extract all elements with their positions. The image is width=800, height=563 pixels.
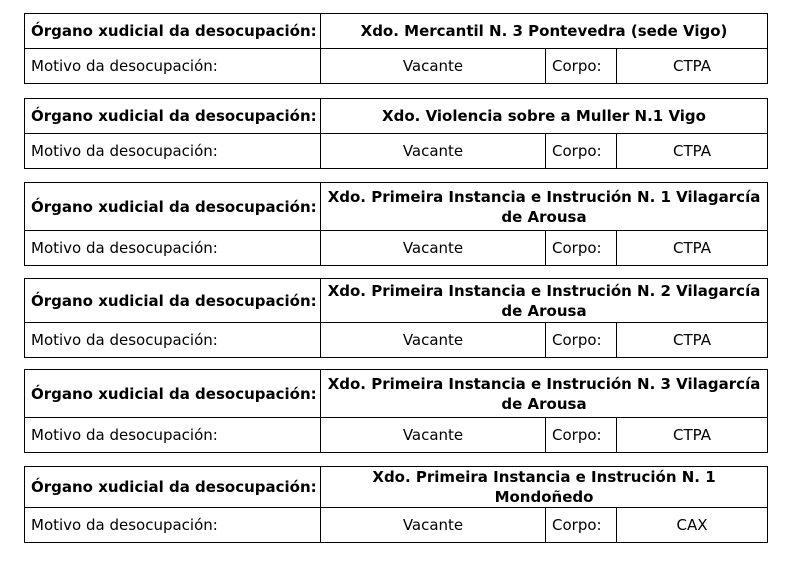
vacancy-table-4 xyxy=(24,278,768,358)
organ-value: Xdo. Mercantil N. 3 Pontevedra (sede Vigo) xyxy=(321,14,768,49)
motive-value: Vacante xyxy=(321,134,546,169)
organ-value: Xdo. Violencia sobre a Muller N.1 Vigo xyxy=(321,99,768,134)
corpo-label: Corpo: xyxy=(546,231,617,266)
organ-label: Órgano xudicial da desocupación: xyxy=(25,14,321,49)
vacancy-table-1 xyxy=(24,13,768,84)
motive-label: Motivo da desocupación: xyxy=(25,231,321,266)
corpo-label: Corpo: xyxy=(546,49,617,84)
motive-value: Vacante xyxy=(321,323,546,358)
motive-value: Vacante xyxy=(321,231,546,266)
corpo-value: CTPA xyxy=(617,134,768,169)
corpo-value: CTPA xyxy=(617,323,768,358)
organ-label: Órgano xudicial da desocupación: xyxy=(25,183,321,231)
organ-value: Xdo. Primeira Instancia e Instrución N. 3 Vilagarcía de Arousa xyxy=(321,370,768,418)
corpo-value: CTPA xyxy=(617,49,768,84)
organ-value: Xdo. Primeira Instancia e Instrución N. 1 Vilagarcía de Arousa xyxy=(321,183,768,231)
corpo-value: CTPA xyxy=(617,418,768,453)
organ-label: Órgano xudicial da desocupación: xyxy=(25,279,321,323)
corpo-value: CAX xyxy=(617,508,768,543)
organ-label: Órgano xudicial da desocupación: xyxy=(25,467,321,508)
vacancy-table-2 xyxy=(24,98,768,169)
corpo-label: Corpo: xyxy=(546,418,617,453)
vacancy-table-6 xyxy=(24,466,768,543)
vacancy-table-5 xyxy=(24,369,768,453)
corpo-label: Corpo: xyxy=(546,134,617,169)
organ-label: Órgano xudicial da desocupación: xyxy=(25,370,321,418)
motive-label: Motivo da desocupación: xyxy=(25,49,321,84)
vacancy-table-3 xyxy=(24,182,768,266)
corpo-label: Corpo: xyxy=(546,323,617,358)
organ-value: Xdo. Primeira Instancia e Instrución N. 1 Mondoñedo xyxy=(321,467,768,508)
motive-label: Motivo da desocupación: xyxy=(25,418,321,453)
organ-value: Xdo. Primeira Instancia e Instrución N. 2 Vilagarcía de Arousa xyxy=(321,279,768,323)
corpo-label: Corpo: xyxy=(546,508,617,543)
motive-label: Motivo da desocupación: xyxy=(25,323,321,358)
motive-label: Motivo da desocupación: xyxy=(25,508,321,543)
corpo-value: CTPA xyxy=(617,231,768,266)
motive-value: Vacante xyxy=(321,49,546,84)
motive-value: Vacante xyxy=(321,508,546,543)
organ-label: Órgano xudicial da desocupación: xyxy=(25,99,321,134)
motive-label: Motivo da desocupación: xyxy=(25,134,321,169)
motive-value: Vacante xyxy=(321,418,546,453)
